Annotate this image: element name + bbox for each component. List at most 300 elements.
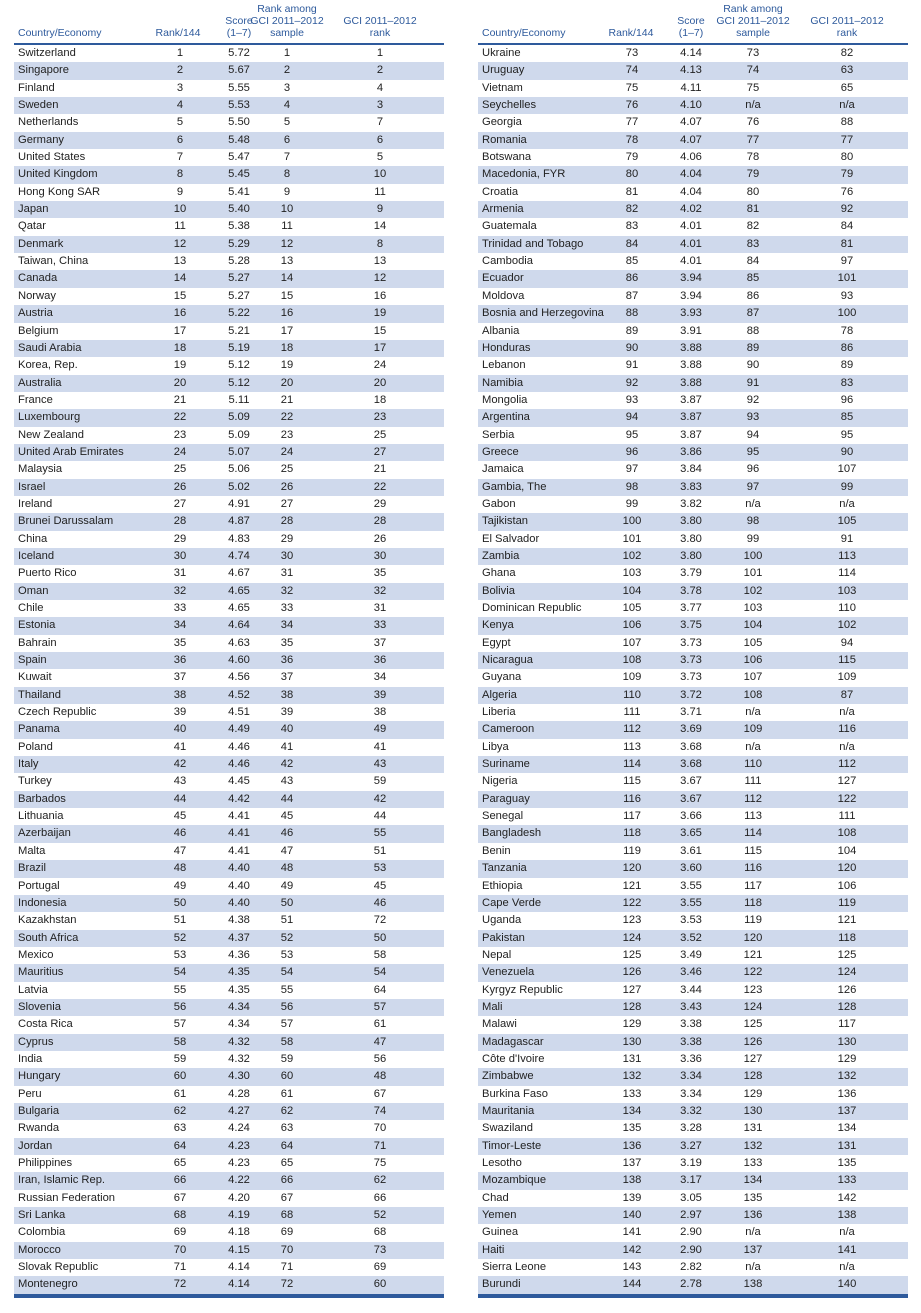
table-row <box>478 756 908 773</box>
gci-rank-cell: 60 <box>373 1278 387 1291</box>
gci-rank-cell: 41 <box>373 740 387 753</box>
score-cell: 5.06 <box>228 463 250 476</box>
score-cell: 4.41 <box>228 827 250 840</box>
rank-cell: 126 <box>622 966 642 979</box>
sample-rank-cell: 41 <box>280 740 294 753</box>
sample-rank-cell: 92 <box>746 393 760 406</box>
rank-cell: 110 <box>623 688 641 701</box>
country-cell: New Zealand <box>18 428 84 441</box>
sample-rank-cell: 109 <box>743 723 763 736</box>
country-cell: Costa Rica <box>18 1018 73 1031</box>
table-row <box>478 114 908 131</box>
score-cell: 3.73 <box>680 671 702 684</box>
score-cell: 4.14 <box>680 47 702 59</box>
rank-cell: 101 <box>622 532 642 545</box>
sample-rank-cell: 102 <box>743 584 763 597</box>
table-row <box>478 1259 908 1276</box>
country-cell: Uganda <box>482 914 522 927</box>
rank-cell: 108 <box>622 654 642 667</box>
country-cell: Netherlands <box>18 116 79 129</box>
sample-rank-cell: 99 <box>746 532 760 545</box>
header-country: Country/Economy <box>482 27 566 39</box>
table-row <box>14 444 444 461</box>
score-cell: 4.32 <box>228 1052 250 1065</box>
rank-cell: 34 <box>173 619 187 632</box>
table-row <box>478 1207 908 1224</box>
score-cell: 3.66 <box>680 810 702 823</box>
gci-rank-cell: 50 <box>373 931 387 944</box>
sample-rank-cell: 20 <box>280 376 294 389</box>
sample-rank-cell: 72 <box>280 1278 294 1291</box>
rank-cell: 48 <box>173 862 187 875</box>
country-cell: Iceland <box>18 549 55 562</box>
score-cell: 4.27 <box>228 1104 250 1117</box>
sample-rank-cell: 40 <box>280 723 294 736</box>
country-cell: Dominican Republic <box>482 602 582 614</box>
table-row <box>478 218 908 235</box>
score-cell: 4.41 <box>228 810 250 823</box>
country-cell: Algeria <box>482 688 517 701</box>
sample-rank-cell: 24 <box>280 445 294 458</box>
gci-rank-cell: 47 <box>373 1035 387 1048</box>
gci-rank-cell: 104 <box>837 844 857 857</box>
country-cell: Ukraine <box>482 47 521 59</box>
header-score-line2: (1–7) <box>226 27 252 39</box>
rank-cell: 104 <box>622 584 642 597</box>
table-row <box>14 982 444 999</box>
gci-rank-cell: 82 <box>840 47 854 59</box>
header-gci-line2: rank <box>369 27 391 39</box>
table-row <box>478 982 908 999</box>
table-row <box>14 496 444 513</box>
country-cell: Argentina <box>482 411 530 424</box>
sample-rank-cell: 113 <box>744 810 762 823</box>
table-row <box>14 288 444 305</box>
rank-cell: 122 <box>622 896 642 909</box>
table-row <box>478 964 908 981</box>
country-cell: Hungary <box>18 1070 61 1083</box>
rank-cell: 129 <box>622 1018 642 1031</box>
rank-cell: 121 <box>622 879 642 892</box>
score-cell: 4.20 <box>228 1191 250 1204</box>
sample-rank-cell: 98 <box>746 515 760 528</box>
score-cell: 5.41 <box>228 185 250 198</box>
score-cell: 3.55 <box>680 896 702 909</box>
sample-rank-cell: 6 <box>283 133 291 146</box>
gci-rank-cell: 107 <box>837 463 857 476</box>
gci-rank-cell: 11 <box>374 185 386 198</box>
country-cell: Indonesia <box>18 896 67 909</box>
gci-rank-cell: 3 <box>376 99 384 112</box>
rank-cell: 19 <box>173 359 187 372</box>
table-row <box>478 1138 908 1155</box>
sample-rank-cell: 31 <box>280 567 294 580</box>
country-cell: El Salvador <box>482 532 540 545</box>
table-row <box>14 132 444 149</box>
score-cell: 4.38 <box>228 914 250 927</box>
score-cell: 4.87 <box>228 515 250 528</box>
sample-rank-cell: 116 <box>744 862 762 875</box>
sample-rank-cell: 21 <box>280 393 294 406</box>
rank-cell: 31 <box>173 567 187 580</box>
score-cell: 4.83 <box>228 532 250 545</box>
rank-cell: 35 <box>173 636 187 649</box>
country-cell: Botswana <box>482 151 532 164</box>
table-row <box>14 114 444 131</box>
score-cell: 2.90 <box>680 1243 702 1256</box>
sample-rank-cell: 33 <box>280 602 294 614</box>
score-cell: 3.73 <box>680 636 702 649</box>
sample-rank-cell: 54 <box>280 966 294 979</box>
gci-rank-cell: 89 <box>840 359 854 372</box>
table-row <box>14 1034 444 1051</box>
country-cell: Nicaragua <box>482 654 533 667</box>
sample-rank-cell: 53 <box>280 948 294 961</box>
score-cell: 4.01 <box>680 237 702 250</box>
score-cell: 3.38 <box>680 1035 702 1048</box>
gci-rank-cell: 61 <box>373 1018 387 1031</box>
country-cell: Switzerland <box>18 47 76 59</box>
gci-rank-cell: 1 <box>376 47 384 59</box>
country-cell: Cyprus <box>18 1035 54 1048</box>
sample-rank-cell: 81 <box>746 203 760 216</box>
score-cell: 3.75 <box>680 619 702 632</box>
sample-rank-cell: 121 <box>743 948 763 961</box>
score-cell: 3.77 <box>680 602 702 614</box>
gci-rank-cell: 125 <box>837 948 857 961</box>
country-cell: Peru <box>18 1087 42 1100</box>
country-cell: Japan <box>18 203 49 216</box>
gci-rank-cell: 48 <box>373 1070 387 1083</box>
country-cell: Bulgaria <box>18 1104 60 1117</box>
table-row <box>14 652 444 669</box>
table-body <box>478 45 908 1294</box>
gci-rank-cell: 44 <box>373 810 387 823</box>
country-cell: Albania <box>482 324 520 337</box>
gci-rank-cell: 80 <box>840 151 854 164</box>
sample-rank-cell: 108 <box>743 688 763 701</box>
header-sample-line3: sample <box>270 27 304 39</box>
score-cell: 3.19 <box>680 1157 702 1169</box>
sample-rank-cell: 17 <box>280 324 294 337</box>
table-row <box>478 912 908 929</box>
rank-cell: 100 <box>622 515 642 528</box>
rank-cell: 120 <box>622 862 642 875</box>
rank-cell: 22 <box>173 411 187 424</box>
sample-rank-cell: 37 <box>280 671 294 684</box>
sample-rank-cell: n/a <box>745 706 761 719</box>
score-cell: 4.13 <box>680 64 702 77</box>
score-cell: 3.28 <box>680 1122 702 1135</box>
table-row <box>14 305 444 322</box>
table-row <box>14 1138 444 1155</box>
score-cell: 4.91 <box>228 497 250 510</box>
table-row <box>14 1190 444 1207</box>
sample-rank-cell: 110 <box>744 758 762 771</box>
country-cell: Ghana <box>482 567 516 580</box>
score-cell: 3.43 <box>680 1000 702 1013</box>
score-cell: 2.82 <box>680 1261 702 1274</box>
sample-rank-cell: 84 <box>746 255 760 268</box>
gci-rank-cell: 65 <box>840 81 854 94</box>
gci-rank-cell: 13 <box>373 255 387 268</box>
gci-rank-cell: 18 <box>373 393 387 406</box>
rank-cell: 75 <box>625 81 639 94</box>
rank-cell: 9 <box>176 185 184 198</box>
rank-cell: 102 <box>622 549 642 562</box>
country-cell: Tajikistan <box>482 515 529 528</box>
rank-cell: 8 <box>176 168 184 181</box>
rank-cell: 87 <box>625 289 639 302</box>
sample-rank-cell: 66 <box>280 1174 294 1187</box>
rank-cell: 97 <box>625 463 639 476</box>
rank-cell: 23 <box>173 428 187 441</box>
score-cell: 3.78 <box>680 584 702 597</box>
sample-rank-cell: 138 <box>743 1278 763 1291</box>
rank-cell: 71 <box>173 1261 187 1274</box>
sample-rank-cell: 129 <box>743 1087 763 1100</box>
score-cell: 5.12 <box>228 376 250 389</box>
rank-cell: 93 <box>625 393 639 406</box>
score-cell: 4.04 <box>680 168 702 181</box>
score-cell: 3.61 <box>680 844 702 857</box>
table-row <box>14 773 444 790</box>
score-cell: 3.67 <box>680 775 702 788</box>
sample-rank-cell: 107 <box>743 671 763 684</box>
rank-cell: 33 <box>173 602 187 614</box>
score-cell: 4.35 <box>228 983 250 996</box>
table-row <box>14 635 444 652</box>
country-cell: Iran, Islamic Rep. <box>18 1174 106 1187</box>
score-cell: 5.02 <box>228 480 250 493</box>
country-cell: Paraguay <box>482 792 530 805</box>
score-cell: 5.29 <box>228 237 250 250</box>
table-row <box>478 895 908 912</box>
country-cell: Gabon <box>482 497 516 510</box>
sample-rank-cell: 104 <box>743 619 763 632</box>
sample-rank-cell: 48 <box>280 862 294 875</box>
rank-cell: 99 <box>625 497 639 510</box>
rank-cell: 133 <box>622 1087 642 1100</box>
gci-rank-cell: 10 <box>373 168 387 181</box>
rank-cell: 83 <box>625 220 639 233</box>
header-rank: Rank/144 <box>608 27 654 39</box>
score-cell: 4.46 <box>228 740 250 753</box>
table-row <box>478 1120 908 1137</box>
sample-rank-cell: 122 <box>743 966 763 979</box>
score-cell: 3.71 <box>680 706 702 719</box>
rank-cell: 51 <box>173 914 187 927</box>
score-cell: 3.44 <box>680 983 702 996</box>
gci-rank-cell: 7 <box>376 116 384 129</box>
table-row <box>14 791 444 808</box>
table-row <box>14 253 444 270</box>
rank-cell: 64 <box>173 1139 187 1152</box>
gci-rank-cell: 132 <box>837 1070 857 1083</box>
score-cell: 4.35 <box>228 966 250 979</box>
header-score-line2: (1–7) <box>678 27 704 39</box>
rank-cell: 45 <box>173 810 187 823</box>
country-cell: Madagascar <box>482 1035 544 1048</box>
gci-rank-cell: 72 <box>373 914 387 927</box>
score-cell: 4.07 <box>680 133 702 146</box>
rank-cell: 107 <box>622 636 642 649</box>
table-row <box>14 825 444 842</box>
gci-rank-cell: 113 <box>838 549 856 562</box>
country-cell: Bosnia and Herzegovina <box>482 307 604 320</box>
sample-rank-cell: 79 <box>746 168 760 181</box>
rank-cell: 15 <box>173 289 187 302</box>
rank-cell: 70 <box>173 1243 187 1256</box>
gci-rank-cell: 130 <box>837 1035 857 1048</box>
country-cell: Lesotho <box>482 1157 522 1169</box>
sample-rank-cell: 42 <box>280 758 294 771</box>
country-cell: Sierra Leone <box>482 1261 547 1274</box>
rank-cell: 125 <box>622 948 642 961</box>
sample-rank-cell: 82 <box>746 220 760 233</box>
score-cell: 3.73 <box>680 654 702 667</box>
header-sample-line1: Rank among <box>257 3 317 15</box>
country-cell: Seychelles <box>482 99 537 112</box>
rank-cell: 29 <box>173 532 187 545</box>
sample-rank-cell: 125 <box>743 1018 763 1031</box>
country-cell: Libya <box>482 740 509 753</box>
gci-rank-cell: 56 <box>373 1052 387 1065</box>
gci-rank-cell: 103 <box>837 584 857 597</box>
table-row <box>478 1224 908 1241</box>
gci-rank-cell: n/a <box>839 1226 855 1239</box>
rank-cell: 39 <box>173 706 187 719</box>
gci-rank-cell: 136 <box>837 1087 857 1100</box>
sample-rank-cell: 95 <box>746 445 760 458</box>
table-row <box>14 843 444 860</box>
rank-cell: 11 <box>174 220 186 233</box>
gci-rank-cell: 5 <box>376 151 384 164</box>
table-row <box>478 1016 908 1033</box>
gci-rank-cell: 16 <box>373 289 387 302</box>
score-cell: 4.02 <box>680 203 702 216</box>
score-cell: 4.60 <box>228 654 250 667</box>
table-row <box>478 860 908 877</box>
rank-cell: 55 <box>173 983 187 996</box>
score-cell: 4.14 <box>228 1278 250 1291</box>
sample-rank-cell: 8 <box>283 168 291 181</box>
rank-cell: 78 <box>625 133 639 146</box>
score-cell: 4.01 <box>680 220 702 233</box>
gci-rank-cell: 62 <box>373 1174 387 1187</box>
sample-rank-cell: 89 <box>746 341 760 354</box>
gci-rank-cell: 27 <box>373 445 387 458</box>
table-row <box>14 1242 444 1259</box>
rank-cell: 7 <box>176 151 184 164</box>
rank-cell: 85 <box>625 255 639 268</box>
rank-cell: 109 <box>622 671 642 684</box>
country-cell: Zambia <box>482 549 520 562</box>
gci-rank-cell: 108 <box>837 827 857 840</box>
country-cell: Mozambique <box>482 1174 547 1187</box>
country-cell: India <box>18 1052 43 1065</box>
sample-rank-cell: 73 <box>746 47 760 59</box>
table-row <box>478 323 908 340</box>
rank-cell: 115 <box>623 775 641 788</box>
country-cell: Australia <box>18 376 62 389</box>
country-cell: Namibia <box>482 376 524 389</box>
header-gci-rank <box>335 15 425 39</box>
gci-rank-cell: 2 <box>376 64 384 77</box>
sample-rank-cell: 105 <box>743 636 763 649</box>
score-cell: 3.80 <box>680 549 702 562</box>
header-country: Country/Economy <box>18 27 102 39</box>
table-row <box>14 97 444 114</box>
table-row <box>478 166 908 183</box>
rank-cell: 36 <box>173 654 187 667</box>
score-cell: 3.88 <box>680 359 702 372</box>
gci-rank-cell: 66 <box>373 1191 387 1204</box>
table-row <box>478 878 908 895</box>
sample-rank-cell: 30 <box>280 549 294 562</box>
sample-rank-cell: 9 <box>283 185 291 198</box>
gci-rank-cell: 96 <box>840 393 854 406</box>
gci-rank-cell: 142 <box>837 1191 857 1204</box>
score-cell: 4.42 <box>228 792 250 805</box>
rank-cell: 21 <box>173 393 187 406</box>
gci-rank-cell: 101 <box>837 272 857 285</box>
country-cell: Croatia <box>482 185 519 198</box>
score-cell: 3.87 <box>680 428 702 441</box>
country-cell: Guatemala <box>482 220 537 233</box>
sample-rank-cell: 132 <box>743 1139 763 1152</box>
rank-cell: 141 <box>622 1226 642 1239</box>
sample-rank-cell: 57 <box>280 1018 294 1031</box>
rank-cell: 3 <box>176 81 184 94</box>
score-cell: 4.34 <box>228 1018 250 1031</box>
sample-rank-cell: 74 <box>746 64 760 77</box>
score-cell: 4.01 <box>680 255 702 268</box>
score-cell: 5.53 <box>228 99 250 112</box>
rank-cell: 114 <box>623 758 641 771</box>
gci-rank-cell: 14 <box>373 220 387 233</box>
country-cell: Nepal <box>482 948 512 961</box>
sample-rank-cell: 123 <box>743 983 763 996</box>
score-cell: 3.83 <box>680 480 702 493</box>
table-row <box>478 548 908 565</box>
table-row <box>14 687 444 704</box>
sample-rank-cell: 45 <box>280 810 294 823</box>
table-row <box>478 687 908 704</box>
table-row <box>14 479 444 496</box>
country-cell: Uruguay <box>482 64 525 77</box>
sample-rank-cell: 7 <box>283 151 291 164</box>
country-cell: Malaysia <box>18 463 63 476</box>
table-row <box>14 1276 444 1293</box>
gci-rank-cell: 46 <box>373 896 387 909</box>
sample-rank-cell: 134 <box>743 1174 763 1187</box>
country-cell: Cape Verde <box>482 896 542 909</box>
header-sample-line2: GCI 2011–2012 <box>250 15 324 27</box>
sample-rank-cell: 65 <box>280 1157 294 1169</box>
rank-cell: 80 <box>625 168 639 181</box>
country-cell: Lebanon <box>482 359 526 372</box>
rank-cell: 138 <box>622 1174 642 1187</box>
table-row <box>478 80 908 97</box>
table-row <box>478 565 908 582</box>
score-cell: 4.40 <box>228 862 250 875</box>
score-cell: 2.90 <box>680 1226 702 1239</box>
rank-cell: 144 <box>622 1278 642 1291</box>
sample-rank-cell: 136 <box>743 1209 763 1222</box>
country-cell: Ireland <box>18 497 53 510</box>
rank-cell: 56 <box>173 1000 187 1013</box>
